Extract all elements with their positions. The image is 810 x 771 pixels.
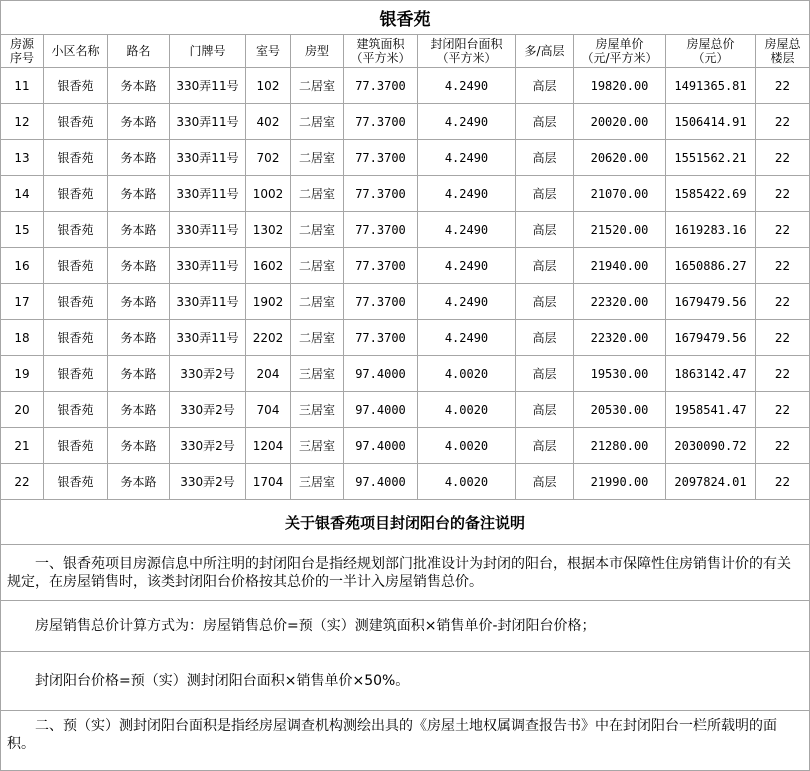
- column-header-line: 小区名称: [51, 44, 100, 58]
- table-cell: 704: [246, 392, 291, 428]
- column-header-line: 多/高层: [524, 44, 565, 58]
- column-header: [108, 35, 170, 68]
- table-cell: 务本路: [108, 392, 170, 428]
- table-cell: 1491365.81: [666, 68, 756, 104]
- notes-section: [1, 500, 810, 771]
- table-cell: 20530.00: [574, 392, 666, 428]
- table-cell: 21: [1, 428, 44, 464]
- table-cell: 77.3700: [344, 248, 418, 284]
- table-cell: 21520.00: [574, 212, 666, 248]
- table-cell: 22320.00: [574, 320, 666, 356]
- table-cell: 330弄2号: [170, 356, 246, 392]
- table-row: [1, 428, 810, 464]
- table-cell: 330弄11号: [170, 140, 246, 176]
- column-header-line: 房屋总价: [686, 37, 735, 51]
- table-cell: 330弄11号: [170, 104, 246, 140]
- table-cell: 高层: [516, 356, 574, 392]
- table-cell: 2097824.01: [666, 464, 756, 500]
- table-cell: 4.2490: [418, 320, 516, 356]
- column-header-line: （平方米）: [350, 51, 411, 65]
- table-cell: 银香苑: [44, 68, 108, 104]
- table-cell: 22: [756, 212, 810, 248]
- column-header-line: （元/平方米）: [581, 51, 658, 65]
- table-cell: 务本路: [108, 284, 170, 320]
- column-header: [666, 35, 756, 68]
- column-header: [44, 35, 108, 68]
- table-cell: 22: [756, 248, 810, 284]
- table-cell: 14: [1, 176, 44, 212]
- table-cell: 4.0020: [418, 356, 516, 392]
- table-cell: 22: [756, 104, 810, 140]
- table-cell: 高层: [516, 212, 574, 248]
- table-cell: 4.2490: [418, 248, 516, 284]
- table-cell: 银香苑: [44, 356, 108, 392]
- table-cell: 三居室: [291, 428, 344, 464]
- table-cell: 银香苑: [44, 104, 108, 140]
- table-cell: 11: [1, 68, 44, 104]
- column-header: [756, 35, 810, 68]
- table-cell: 4.2490: [418, 176, 516, 212]
- column-header: [418, 35, 516, 68]
- column-header-line: 序号: [9, 51, 34, 65]
- table-cell: 330弄2号: [170, 464, 246, 500]
- table-cell: 77.3700: [344, 104, 418, 140]
- column-header: [574, 35, 666, 68]
- table-cell: 高层: [516, 248, 574, 284]
- table-cell: 15: [1, 212, 44, 248]
- table-cell: 高层: [516, 104, 574, 140]
- table-cell: 银香苑: [44, 140, 108, 176]
- note-paragraph-4: 二、预（实）测封闭阳台面积是指经房屋调查机构测绘出具的《房屋土地权属调查报告书》中在封闭阳台一栏所载明的面积。: [1, 711, 810, 771]
- table-row: [1, 392, 810, 428]
- table-row: [1, 212, 810, 248]
- table-cell: 1863142.47: [666, 356, 756, 392]
- table-cell: 1204: [246, 428, 291, 464]
- table-cell: 二居室: [291, 176, 344, 212]
- column-header-line: 建筑面积: [356, 37, 405, 51]
- column-header: [1, 35, 44, 68]
- table-body: [1, 68, 810, 500]
- table-cell: 高层: [516, 428, 574, 464]
- column-header: [516, 35, 574, 68]
- column-header-line: 室号: [255, 44, 280, 58]
- note-paragraph-2: 房屋销售总价计算方式为：房屋销售总价=预（实）测建筑面积×销售单价-封闭阳台价格；: [1, 601, 810, 652]
- column-header: [170, 35, 246, 68]
- table-cell: 银香苑: [44, 464, 108, 500]
- table-cell: 21280.00: [574, 428, 666, 464]
- table-cell: 4.2490: [418, 140, 516, 176]
- table-cell: 1902: [246, 284, 291, 320]
- table-cell: 21070.00: [574, 176, 666, 212]
- table-cell: 4.0020: [418, 464, 516, 500]
- table-cell: 1585422.69: [666, 176, 756, 212]
- table-cell: 20020.00: [574, 104, 666, 140]
- column-header-line: 房源: [9, 37, 34, 51]
- table-cell: 330弄2号: [170, 428, 246, 464]
- column-header-line: 封闭阳台面积: [430, 37, 503, 51]
- table-cell: 银香苑: [44, 284, 108, 320]
- table-cell: 银香苑: [44, 176, 108, 212]
- table-cell: 4.2490: [418, 212, 516, 248]
- table-cell: 77.3700: [344, 284, 418, 320]
- column-header: [246, 35, 291, 68]
- table-cell: 4.2490: [418, 104, 516, 140]
- table-cell: 2202: [246, 320, 291, 356]
- table-cell: 1302: [246, 212, 291, 248]
- table-cell: 2030090.72: [666, 428, 756, 464]
- table-cell: 19820.00: [574, 68, 666, 104]
- column-header: [344, 35, 418, 68]
- table-cell: 77.3700: [344, 320, 418, 356]
- table-cell: 三居室: [291, 464, 344, 500]
- table-cell: 1002: [246, 176, 291, 212]
- table-cell: 务本路: [108, 248, 170, 284]
- table-cell: 77.3700: [344, 212, 418, 248]
- table-row: [1, 284, 810, 320]
- table-cell: 4.0020: [418, 428, 516, 464]
- table-cell: 330弄11号: [170, 320, 246, 356]
- table-cell: 702: [246, 140, 291, 176]
- table-cell: 高层: [516, 320, 574, 356]
- table-cell: 二居室: [291, 284, 344, 320]
- table-cell: 18: [1, 320, 44, 356]
- table-cell: 22: [756, 356, 810, 392]
- table-row: [1, 248, 810, 284]
- table-cell: 务本路: [108, 320, 170, 356]
- header-row: [1, 35, 810, 68]
- table-cell: 4.2490: [418, 284, 516, 320]
- table-cell: 77.3700: [344, 176, 418, 212]
- table-cell: 330弄11号: [170, 68, 246, 104]
- table-cell: 77.3700: [344, 68, 418, 104]
- table-cell: 19530.00: [574, 356, 666, 392]
- table-cell: 务本路: [108, 356, 170, 392]
- table-cell: 1958541.47: [666, 392, 756, 428]
- table-cell: 22: [756, 68, 810, 104]
- table-cell: 务本路: [108, 140, 170, 176]
- table-cell: 20: [1, 392, 44, 428]
- table-cell: 1506414.91: [666, 104, 756, 140]
- table-cell: 22: [756, 320, 810, 356]
- table-cell: 1679479.56: [666, 284, 756, 320]
- table-cell: 高层: [516, 392, 574, 428]
- table-cell: 务本路: [108, 68, 170, 104]
- table-cell: 二居室: [291, 320, 344, 356]
- table-row: [1, 176, 810, 212]
- table-row: [1, 68, 810, 104]
- table-cell: 1602: [246, 248, 291, 284]
- table-row: [1, 104, 810, 140]
- table-cell: 19: [1, 356, 44, 392]
- note-paragraph-1: 一、银香苑项目房源信息中所注明的封闭阳台是指经规划部门批准设计为封闭的阳台，根据本市保障性住房销售计价的有关规定，在房屋销售时，该类封闭阳台价格按其总价的一半计入房屋销售总价。: [1, 545, 810, 601]
- table-cell: 务本路: [108, 104, 170, 140]
- table-cell: 20620.00: [574, 140, 666, 176]
- sheet-title: 银香苑: [1, 1, 810, 35]
- column-header-line: 房屋总: [764, 37, 801, 51]
- table-cell: 330弄11号: [170, 248, 246, 284]
- column-header-line: 楼层: [770, 51, 795, 65]
- table-cell: 77.3700: [344, 140, 418, 176]
- table-cell: 22320.00: [574, 284, 666, 320]
- table-cell: 330弄11号: [170, 212, 246, 248]
- table-cell: 21940.00: [574, 248, 666, 284]
- notes-title: 关于银香苑项目封闭阳台的备注说明: [1, 500, 810, 545]
- table-cell: 16: [1, 248, 44, 284]
- table-cell: 22: [756, 284, 810, 320]
- table-cell: 三居室: [291, 392, 344, 428]
- table-cell: 务本路: [108, 176, 170, 212]
- table-cell: 22: [756, 392, 810, 428]
- table-cell: 1551562.21: [666, 140, 756, 176]
- note-paragraph-3: 封闭阳台价格=预（实）测封闭阳台面积×销售单价×50%。: [1, 652, 810, 711]
- table-cell: 高层: [516, 140, 574, 176]
- table-cell: 二居室: [291, 104, 344, 140]
- table-cell: 330弄11号: [170, 176, 246, 212]
- table-cell: 21990.00: [574, 464, 666, 500]
- table-cell: 22: [756, 464, 810, 500]
- table-cell: 1650886.27: [666, 248, 756, 284]
- table-cell: 1619283.16: [666, 212, 756, 248]
- table-cell: 17: [1, 284, 44, 320]
- table-cell: 204: [246, 356, 291, 392]
- table-cell: 银香苑: [44, 248, 108, 284]
- table-cell: 二居室: [291, 248, 344, 284]
- table-cell: 4.0020: [418, 392, 516, 428]
- table-cell: 银香苑: [44, 212, 108, 248]
- table-row: [1, 320, 810, 356]
- table-cell: 22: [756, 140, 810, 176]
- table-cell: 97.4000: [344, 464, 418, 500]
- table-cell: 402: [246, 104, 291, 140]
- table-cell: 12: [1, 104, 44, 140]
- column-header-line: 门牌号: [189, 44, 226, 58]
- table-cell: 13: [1, 140, 44, 176]
- table-cell: 高层: [516, 176, 574, 212]
- table-cell: 银香苑: [44, 320, 108, 356]
- table-cell: 务本路: [108, 428, 170, 464]
- table-row: [1, 140, 810, 176]
- table-cell: 22: [756, 176, 810, 212]
- table-cell: 高层: [516, 464, 574, 500]
- column-header-line: 房屋单价: [595, 37, 644, 51]
- column-header-line: （平方米）: [436, 51, 497, 65]
- table-cell: 102: [246, 68, 291, 104]
- table-cell: 1679479.56: [666, 320, 756, 356]
- table-cell: 银香苑: [44, 392, 108, 428]
- table-cell: 97.4000: [344, 428, 418, 464]
- table-cell: 三居室: [291, 356, 344, 392]
- table-row: [1, 464, 810, 500]
- table-cell: 务本路: [108, 464, 170, 500]
- table-cell: 二居室: [291, 212, 344, 248]
- table-cell: 97.4000: [344, 392, 418, 428]
- column-header-line: 路名: [126, 44, 151, 58]
- table-cell: 高层: [516, 284, 574, 320]
- table-cell: 高层: [516, 68, 574, 104]
- table-cell: 1704: [246, 464, 291, 500]
- table-cell: 330弄2号: [170, 392, 246, 428]
- column-header: [291, 35, 344, 68]
- table-cell: 330弄11号: [170, 284, 246, 320]
- table-cell: 22: [756, 428, 810, 464]
- column-header-line: 房型: [304, 44, 329, 58]
- table-cell: 二居室: [291, 140, 344, 176]
- table-row: [1, 356, 810, 392]
- table-cell: 二居室: [291, 68, 344, 104]
- table-cell: 4.2490: [418, 68, 516, 104]
- column-header-line: （元）: [692, 51, 729, 65]
- table-cell: 银香苑: [44, 428, 108, 464]
- table-cell: 97.4000: [344, 356, 418, 392]
- table-cell: 22: [1, 464, 44, 500]
- table-cell: 务本路: [108, 212, 170, 248]
